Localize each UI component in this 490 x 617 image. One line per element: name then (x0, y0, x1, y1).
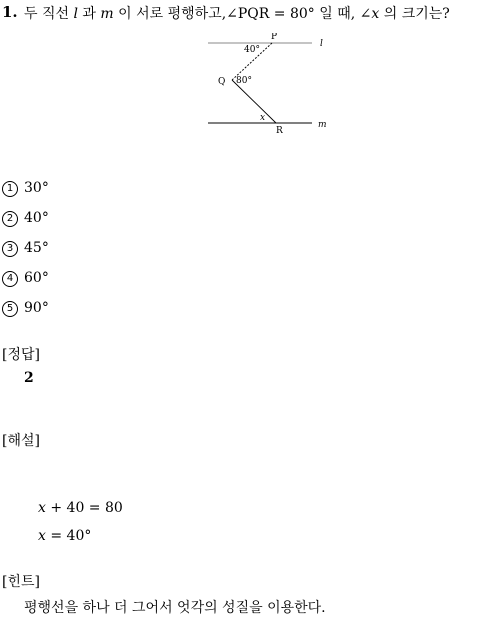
angle-40-label: 40° (244, 45, 260, 55)
choice-3-value: 45° (24, 240, 49, 256)
equation-2-rest: = 40° (45, 528, 92, 544)
choice-4-value: 60° (24, 270, 49, 286)
equation-1 (38, 500, 123, 516)
line-l-symbol: l (73, 6, 78, 22)
choice-3-mark: 3 (2, 241, 18, 257)
choice-5[interactable] (2, 300, 49, 317)
label-q: Q (218, 77, 226, 87)
choice-2-value: 40° (24, 210, 49, 226)
choice-1-value: 30° (24, 180, 49, 196)
angle-x-label: x (260, 113, 266, 123)
label-p: P (271, 33, 278, 42)
question-text-part3: 이 서로 평행하고,∠PQR = 80° 일 때, ∠ (118, 6, 372, 22)
equation-2-var: x (38, 528, 46, 544)
question-number: 1. (2, 3, 18, 21)
question-text-part1: 두 직선 (24, 6, 70, 22)
question-text-part2: 과 (82, 6, 96, 22)
angle-x-symbol: x (371, 6, 380, 22)
question-text (24, 3, 450, 23)
choice-1-mark: 1 (2, 181, 18, 197)
label-r: R (276, 126, 283, 136)
choice-2[interactable] (2, 210, 49, 227)
equation-1-var: x (38, 500, 46, 516)
question-text-part4: 의 크기는? (383, 6, 450, 22)
hint-section-label: [힌트] (2, 574, 40, 590)
parallel-lines-figure (200, 33, 335, 138)
equation-2 (38, 528, 91, 544)
label-m: m (318, 120, 327, 130)
line-m-symbol: m (100, 6, 114, 22)
label-l: l (320, 39, 323, 49)
equation-1-rest: + 40 = 80 (45, 500, 123, 516)
choice-2-mark: 2 (2, 211, 18, 227)
answer-section-label: [정답] (2, 347, 40, 363)
choice-4[interactable] (2, 270, 49, 287)
choice-5-mark: 5 (2, 301, 18, 317)
choice-4-mark: 4 (2, 271, 18, 287)
explanation-section-label: [해설] (2, 433, 40, 449)
hint-text: 평행선을 하나 더 그어서 엇각의 성질을 이용한다. (24, 600, 326, 616)
answer-value: 2 (24, 370, 34, 386)
choice-5-value: 90° (24, 300, 49, 316)
angle-80-label: 80° (236, 76, 252, 86)
segment-qr (232, 80, 276, 123)
choice-1[interactable] (2, 180, 49, 197)
choice-3[interactable] (2, 240, 49, 257)
